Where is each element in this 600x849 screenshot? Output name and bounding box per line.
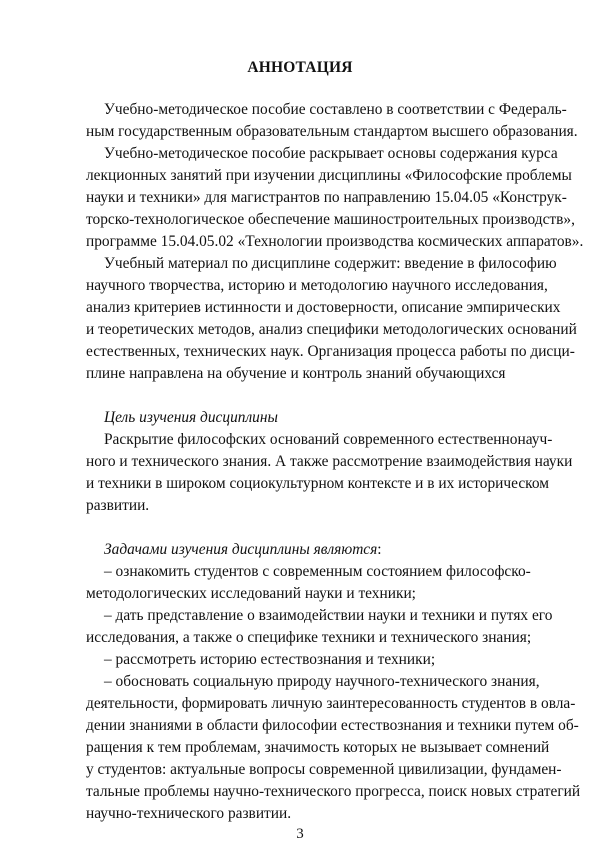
paragraph-line: Учебно-методическое пособие составлено в соответствии с Федераль- bbox=[104, 101, 567, 118]
task-line: – дать представление о взаимодействии науки и техники и путях его bbox=[104, 607, 553, 624]
paragraph-line: Учебный материал по дисциплине содержит: введение в философию bbox=[104, 255, 557, 272]
paragraph-line: плине направлена на обучение и контроль знаний обучающихся bbox=[86, 365, 506, 382]
task-line: деятельности, формировать личную заинтересованность студентов в овла- bbox=[86, 695, 576, 712]
goal-line: ного и технического знания. А также рассмотрение взаимодействия науки bbox=[86, 453, 573, 470]
task-line: тальные проблемы научно-технического прогресса, поиск новых стратегий bbox=[86, 783, 581, 800]
task-line: научно-технического развитии. bbox=[86, 805, 292, 822]
paragraph-line: и теоретических методов, анализ специфики методологических оснований bbox=[86, 321, 577, 338]
goal-line: развитии. bbox=[86, 497, 150, 514]
task-line: ращения к тем проблемам, значимость которых не вызывает сомнений bbox=[86, 739, 550, 756]
paragraph-line: торско-технологическое обеспечение машиностроительных производств», bbox=[86, 211, 575, 228]
goal-line: и техники в широком социокультурном контексте и в их историческом bbox=[86, 475, 550, 492]
task-line: методологических исследований науки и техники; bbox=[86, 585, 416, 602]
paragraph-line: ным государственным образовательным стандартом высшего образования. bbox=[86, 123, 578, 140]
goal-heading: Цель изучения дисциплины bbox=[104, 409, 278, 426]
page-title: АННОТАЦИЯ bbox=[247, 59, 353, 76]
tasks-heading-colon: : bbox=[377, 541, 382, 558]
paragraph-line: программе 15.04.05.02 «Технологии производства космических аппаратов». bbox=[86, 233, 584, 250]
tasks-heading-text: Задачами изучения дисциплины являются bbox=[104, 541, 378, 558]
tasks-heading bbox=[104, 538, 382, 561]
task-line: – рассмотреть историю естествознания и техники; bbox=[104, 651, 436, 668]
task-line: – обосновать социальную природу научного-технического знания, bbox=[104, 673, 540, 690]
paragraph-line: лекционных занятий при изучении дисциплины «Философские проблемы bbox=[86, 167, 572, 184]
paragraph-line: науки и техники» для магистрантов по направлению 15.04.05 «Конструк- bbox=[86, 189, 567, 206]
paragraph-line: естественных, технических наук. Организация процесса работы по дисци- bbox=[86, 343, 575, 360]
paragraph-line: анализ критериев истинности и достоверности, описание эмпирических bbox=[86, 299, 561, 316]
paragraph-line: Учебно-методическое пособие раскрывает основы содержания курса bbox=[104, 145, 558, 162]
goal-line: Раскрытие философских оснований современного естественнонауч- bbox=[104, 431, 553, 448]
paragraph-line: научного творчества, историю и методологию научного исследования, bbox=[86, 277, 548, 294]
page-number: 3 bbox=[296, 826, 304, 842]
task-line: дении знаниями в области философии естествознания и техники путем об- bbox=[86, 717, 579, 734]
task-line: – ознакомить студентов с современным состоянием философско- bbox=[104, 563, 531, 580]
task-line: у студентов: актуальные вопросы современной цивилизации, фундамен- bbox=[86, 761, 562, 778]
task-line: исследования, а также о специфике техники и технического знания; bbox=[86, 629, 532, 646]
